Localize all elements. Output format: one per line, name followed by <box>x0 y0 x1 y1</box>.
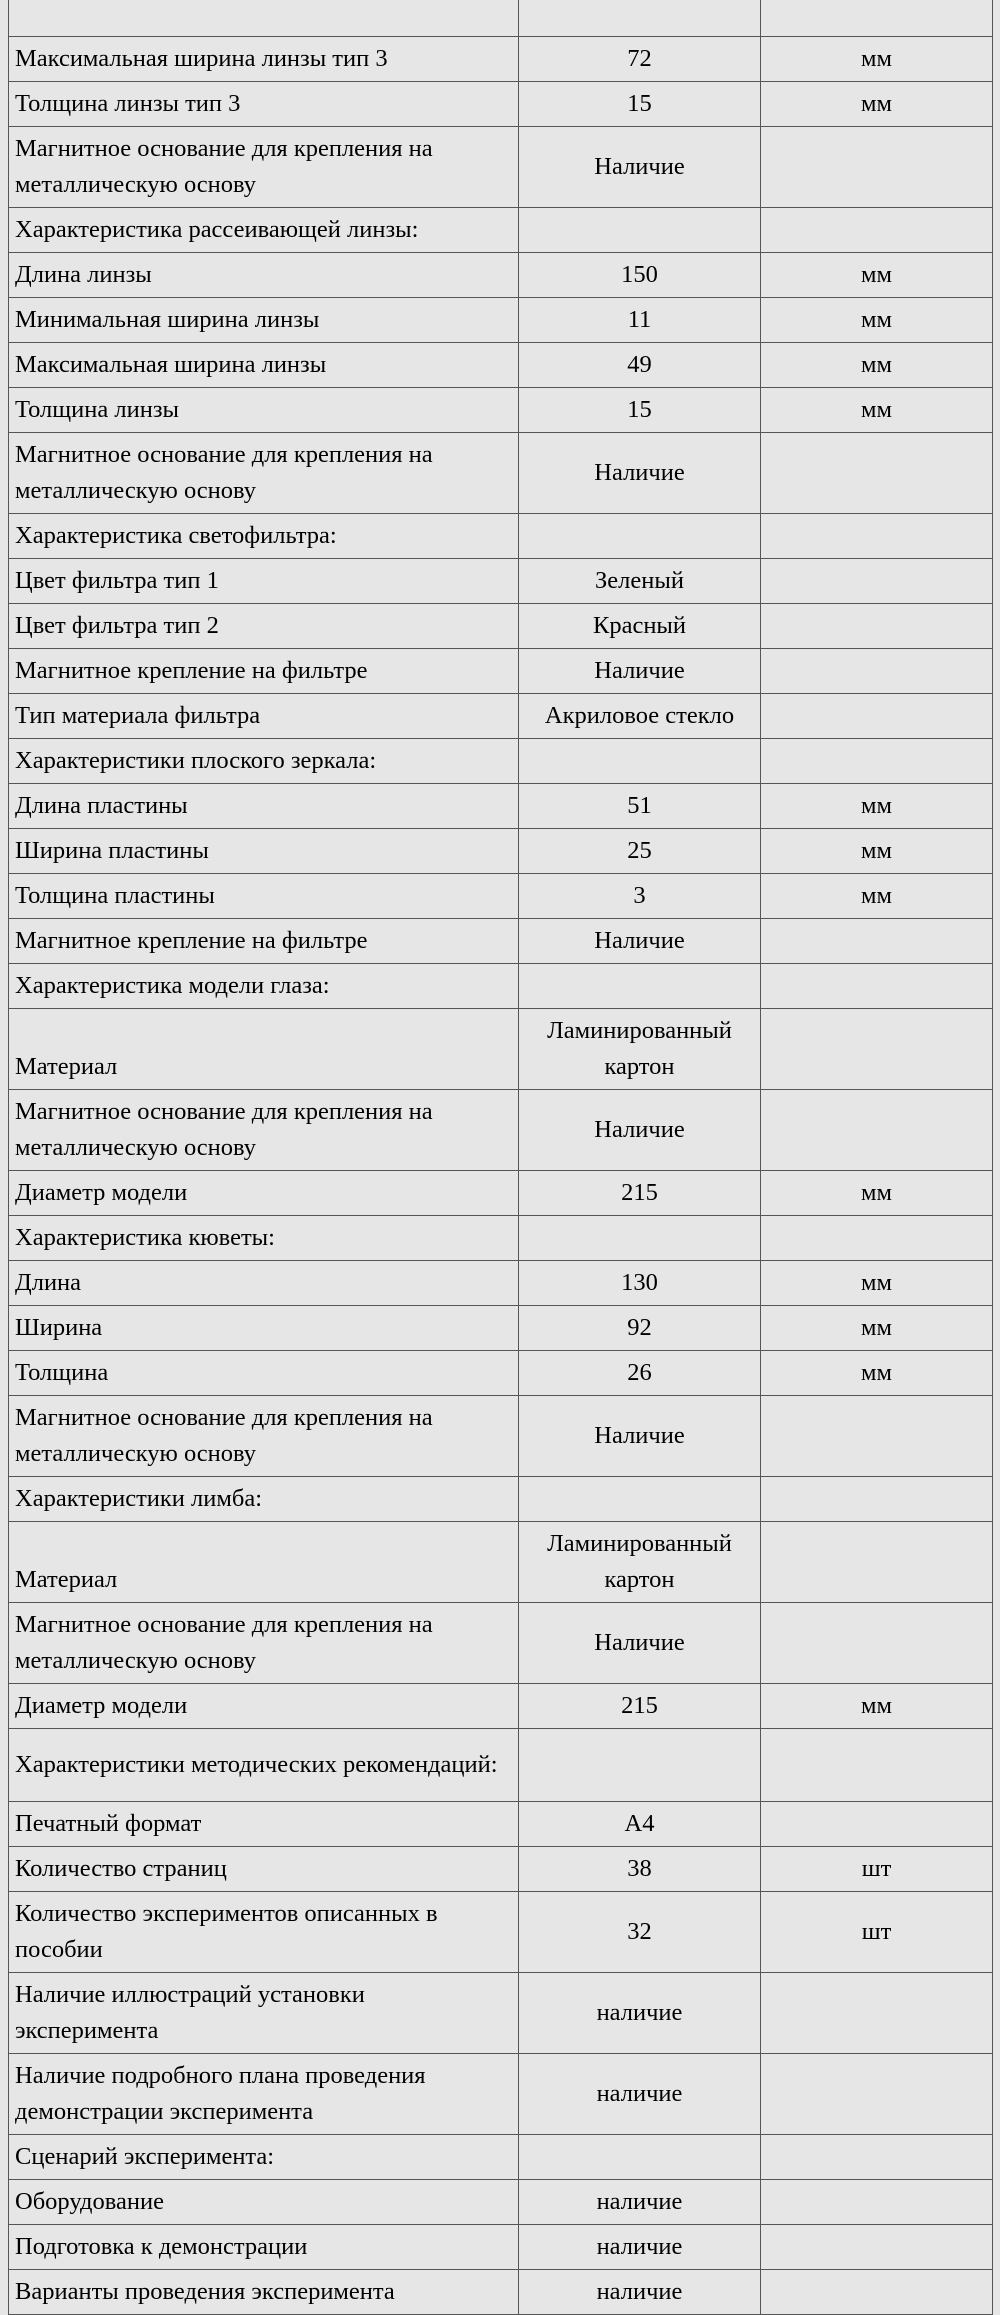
param-cell: Толщина линзы <box>9 388 519 433</box>
table-row <box>9 559 993 604</box>
value-cell: 130 <box>519 1261 761 1306</box>
unit-cell: мм <box>761 37 993 82</box>
param-cell: Цвет фильтра тип 2 <box>9 604 519 649</box>
unit-cell <box>761 1090 993 1171</box>
table-row <box>9 739 993 784</box>
value-cell: Наличие <box>519 649 761 694</box>
param-cell: Ширина пластины <box>9 829 519 874</box>
value-cell: Акриловое стекло <box>519 694 761 739</box>
table-row <box>9 1802 993 1847</box>
table-row <box>9 964 993 1009</box>
value-cell: 72 <box>519 37 761 82</box>
param-cell: Магнитное основание для крепления на металлическую основу <box>9 433 519 514</box>
unit-cell: мм <box>761 298 993 343</box>
param-cell: Длина линзы <box>9 253 519 298</box>
table-row <box>9 388 993 433</box>
unit-cell <box>761 1603 993 1684</box>
table-row <box>9 1090 993 1171</box>
value-cell <box>519 0 761 37</box>
param-cell: Магнитное основание для крепления на металлическую основу <box>9 1603 519 1684</box>
table-row <box>9 2270 993 2315</box>
unit-cell <box>761 127 993 208</box>
unit-cell <box>761 1396 993 1477</box>
unit-cell <box>761 649 993 694</box>
value-cell: 92 <box>519 1306 761 1351</box>
spec-table <box>8 0 993 2315</box>
unit-cell: мм <box>761 1351 993 1396</box>
table-row <box>9 1261 993 1306</box>
unit-cell: мм <box>761 1684 993 1729</box>
param-cell <box>9 0 519 37</box>
value-cell <box>519 1216 761 1261</box>
value-cell: Наличие <box>519 127 761 208</box>
value-cell: наличие <box>519 1973 761 2054</box>
param-cell: Материал <box>9 1522 519 1603</box>
value-cell <box>519 1729 761 1802</box>
param-cell: Минимальная ширина линзы <box>9 298 519 343</box>
value-cell: 15 <box>519 388 761 433</box>
unit-cell <box>761 1477 993 1522</box>
unit-cell <box>761 2054 993 2135</box>
unit-cell: мм <box>761 343 993 388</box>
table-row <box>9 433 993 514</box>
param-cell: Тип материала фильтра <box>9 694 519 739</box>
value-cell: 49 <box>519 343 761 388</box>
unit-cell <box>761 2135 993 2180</box>
table-row <box>9 1477 993 1522</box>
value-cell: 26 <box>519 1351 761 1396</box>
param-cell: Магнитное основание для крепления на металлическую основу <box>9 1090 519 1171</box>
table-row <box>9 2054 993 2135</box>
value-cell: Наличие <box>519 433 761 514</box>
table-row <box>9 1892 993 1973</box>
param-cell: Длина <box>9 1261 519 1306</box>
param-cell: Ширина <box>9 1306 519 1351</box>
value-cell <box>519 2135 761 2180</box>
value-cell: 25 <box>519 829 761 874</box>
table-row <box>9 604 993 649</box>
param-cell: Максимальная ширина линзы тип 3 <box>9 37 519 82</box>
param-cell: Характеристика кюветы: <box>9 1216 519 1261</box>
unit-cell <box>761 1522 993 1603</box>
unit-cell: мм <box>761 1306 993 1351</box>
table-row <box>9 514 993 559</box>
param-cell: Характеристики методических рекомендаций: <box>9 1729 519 1802</box>
value-cell <box>519 1477 761 1522</box>
param-cell: Толщина пластины <box>9 874 519 919</box>
unit-cell <box>761 919 993 964</box>
unit-cell <box>761 514 993 559</box>
param-cell: Характеристика рассеивающей линзы: <box>9 208 519 253</box>
value-cell: 38 <box>519 1847 761 1892</box>
value-cell <box>519 208 761 253</box>
table-row <box>9 2135 993 2180</box>
param-cell: Наличие подробного плана проведения демонстрации эксперимента <box>9 2054 519 2135</box>
table-row <box>9 1009 993 1090</box>
table-row <box>9 253 993 298</box>
param-cell: Магнитное основание для крепления на металлическую основу <box>9 127 519 208</box>
value-cell <box>519 964 761 1009</box>
unit-cell: мм <box>761 1261 993 1306</box>
unit-cell <box>761 2180 993 2225</box>
unit-cell <box>761 1729 993 1802</box>
unit-cell: мм <box>761 784 993 829</box>
table-row <box>9 1603 993 1684</box>
value-cell: наличие <box>519 2225 761 2270</box>
param-cell: Сценарий эксперимента: <box>9 2135 519 2180</box>
value-cell <box>519 514 761 559</box>
table-row <box>9 127 993 208</box>
param-cell: Материал <box>9 1009 519 1090</box>
param-cell: Диаметр модели <box>9 1171 519 1216</box>
unit-cell <box>761 1973 993 2054</box>
param-cell: Магнитное крепление на фильтре <box>9 919 519 964</box>
value-cell: Ламинированный картон <box>519 1009 761 1090</box>
unit-cell: мм <box>761 874 993 919</box>
table-row <box>9 919 993 964</box>
value-cell: наличие <box>519 2054 761 2135</box>
table-row <box>9 829 993 874</box>
param-cell: Варианты проведения эксперимента <box>9 2270 519 2315</box>
value-cell: Наличие <box>519 1396 761 1477</box>
table-row <box>9 1171 993 1216</box>
value-cell: 15 <box>519 82 761 127</box>
table-row <box>9 0 993 37</box>
value-cell: 3 <box>519 874 761 919</box>
unit-cell: шт <box>761 1892 993 1973</box>
param-cell: Печатный формат <box>9 1802 519 1847</box>
param-cell: Оборудование <box>9 2180 519 2225</box>
table-row <box>9 1522 993 1603</box>
param-cell: Магнитное основание для крепления на металлическую основу <box>9 1396 519 1477</box>
unit-cell <box>761 559 993 604</box>
param-cell: Подготовка к демонстрации <box>9 2225 519 2270</box>
table-row <box>9 82 993 127</box>
unit-cell <box>761 694 993 739</box>
table-row <box>9 208 993 253</box>
unit-cell: мм <box>761 1171 993 1216</box>
value-cell: 11 <box>519 298 761 343</box>
value-cell: Наличие <box>519 1090 761 1171</box>
value-cell: Ламинированный картон <box>519 1522 761 1603</box>
table-row <box>9 37 993 82</box>
param-cell: Максимальная ширина линзы <box>9 343 519 388</box>
table-row <box>9 694 993 739</box>
table-row <box>9 1351 993 1396</box>
unit-cell <box>761 433 993 514</box>
param-cell: Наличие иллюстраций установки эксперимента <box>9 1973 519 2054</box>
unit-cell <box>761 1216 993 1261</box>
table-row <box>9 1306 993 1351</box>
table-row <box>9 1684 993 1729</box>
param-cell: Диаметр модели <box>9 1684 519 1729</box>
unit-cell: шт <box>761 1847 993 1892</box>
param-cell: Характеристика модели глаза: <box>9 964 519 1009</box>
unit-cell: мм <box>761 829 993 874</box>
unit-cell <box>761 604 993 649</box>
param-cell: Цвет фильтра тип 1 <box>9 559 519 604</box>
table-row <box>9 298 993 343</box>
value-cell: Наличие <box>519 919 761 964</box>
unit-cell <box>761 964 993 1009</box>
value-cell: 150 <box>519 253 761 298</box>
unit-cell <box>761 2225 993 2270</box>
param-cell: Магнитное крепление на фильтре <box>9 649 519 694</box>
table-row <box>9 1847 993 1892</box>
value-cell: Наличие <box>519 1603 761 1684</box>
table-row <box>9 1216 993 1261</box>
param-cell: Толщина линзы тип 3 <box>9 82 519 127</box>
unit-cell <box>761 2270 993 2315</box>
unit-cell <box>761 208 993 253</box>
param-cell: Характеристики плоского зеркала: <box>9 739 519 784</box>
table-row <box>9 784 993 829</box>
value-cell: наличие <box>519 2180 761 2225</box>
unit-cell <box>761 1802 993 1847</box>
param-cell: Количество страниц <box>9 1847 519 1892</box>
unit-cell: мм <box>761 388 993 433</box>
unit-cell <box>761 1009 993 1090</box>
table-row <box>9 2225 993 2270</box>
table-row <box>9 1396 993 1477</box>
value-cell: 51 <box>519 784 761 829</box>
table-row <box>9 874 993 919</box>
value-cell: 32 <box>519 1892 761 1973</box>
unit-cell <box>761 739 993 784</box>
unit-cell: мм <box>761 253 993 298</box>
table-row <box>9 2180 993 2225</box>
value-cell <box>519 739 761 784</box>
table-row <box>9 343 993 388</box>
param-cell: Количество экспериментов описанных в пособии <box>9 1892 519 1973</box>
table-row <box>9 1729 993 1802</box>
param-cell: Характеристика светофильтра: <box>9 514 519 559</box>
table-row <box>9 1973 993 2054</box>
value-cell: наличие <box>519 2270 761 2315</box>
value-cell: Красный <box>519 604 761 649</box>
param-cell: Характеристики лимба: <box>9 1477 519 1522</box>
param-cell: Толщина <box>9 1351 519 1396</box>
param-cell: Длина пластины <box>9 784 519 829</box>
value-cell: 215 <box>519 1684 761 1729</box>
table-row <box>9 649 993 694</box>
value-cell: 215 <box>519 1171 761 1216</box>
value-cell: А4 <box>519 1802 761 1847</box>
value-cell: Зеленый <box>519 559 761 604</box>
unit-cell <box>761 0 993 37</box>
unit-cell: мм <box>761 82 993 127</box>
spec-table-body <box>9 0 993 2315</box>
